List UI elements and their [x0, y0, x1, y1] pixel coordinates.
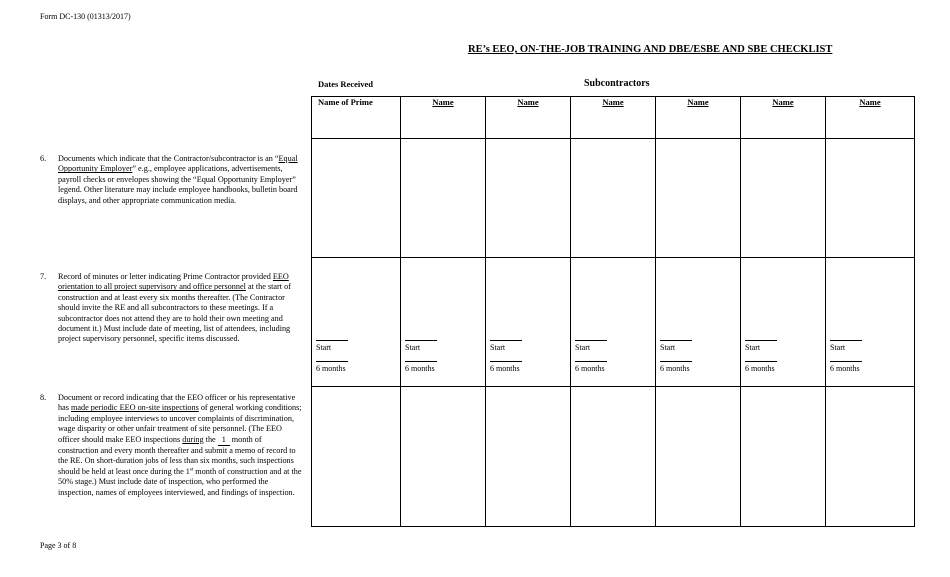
grid-divider: [400, 96, 401, 527]
start-date-field[interactable]: Start: [490, 340, 522, 352]
grid-divider: [655, 96, 656, 527]
six-month-date-field[interactable]: 6 months: [660, 361, 692, 373]
column-header-name: Name: [602, 97, 624, 107]
subcontractors-label: Subcontractors: [584, 78, 650, 89]
grid-divider: [740, 96, 741, 527]
column-header-prime: Name of Prime: [318, 97, 373, 107]
start-date-field[interactable]: Start: [316, 340, 348, 352]
column-header-name: Name: [432, 97, 454, 107]
start-date-field[interactable]: Start: [405, 340, 437, 352]
column-header-name: Name: [772, 97, 794, 107]
grid-divider: [570, 96, 571, 527]
start-date-field[interactable]: Start: [830, 340, 862, 352]
six-month-date-field[interactable]: 6 months: [575, 361, 607, 373]
dates-received-label: Dates Received: [318, 79, 373, 89]
item-number: 8.: [40, 393, 47, 402]
start-date-field[interactable]: Start: [660, 340, 692, 352]
item-text: Record of minutes or letter indicating Prime Contractor provided EEO orientation to all project supervisory and office personnel at the start of construction and at least every six months thereafter. (The Contractor should invite the RE and all subcontractors to these meetings. If a subcontractor does not attend they are to hold their own meeting and document it.) Must include date of meeting, list of attendees, including project supervisory personnel, specific items discussed.: [58, 272, 291, 344]
page-number: Page 3 of 8: [40, 541, 77, 550]
form-id: Form DC-130 (01313/2017): [40, 12, 131, 21]
six-month-date-field[interactable]: 6 months: [830, 361, 862, 373]
item-number: 7.: [40, 272, 47, 281]
month-blank[interactable]: 1: [218, 435, 230, 446]
six-month-date-field[interactable]: 6 months: [316, 361, 348, 373]
grid-divider: [485, 96, 486, 527]
six-month-date-field[interactable]: 6 months: [405, 361, 437, 373]
item-text: Document or record indicating that the EEO officer or his representative has made periodic EEO on-site inspections of general working conditions; including employee interviews to uncover complaints of discrimination, wage disparity or other unfair treatment of site personnel. (The EEO officer should make EEO inspections during the 1 month of construction and every month thereafter and submit a memo of record to the RE. On short-duration jobs of less than six months, such inspections should be held at least once during the 1st month of construction and at the 50% stage.) Must include date of inspection, who performed the inspection, names of employees interviewed, and findings of inspection.: [58, 393, 302, 497]
start-date-field[interactable]: Start: [575, 340, 607, 352]
grid-row-divider: [311, 386, 915, 387]
grid-row-divider: [311, 257, 915, 258]
six-month-date-field[interactable]: 6 months: [490, 361, 522, 373]
item-text: Documents which indicate that the Contractor/subcontractor is an “Equal Opportunity Employer” e.g., employee applications, advertisements, payroll checks or envelopes showing the “Equal Opportunity Employer” legend. Other literature may include employee handbooks, bulletin board displays, and other appropriate communication media.: [58, 154, 298, 205]
start-date-field[interactable]: Start: [745, 340, 777, 352]
page-title: RE’s EEO, ON-THE-JOB TRAINING AND DBE/ESBE AND SBE CHECKLIST: [468, 44, 833, 55]
grid-divider: [825, 96, 826, 527]
column-header-name: Name: [859, 97, 881, 107]
column-header-name: Name: [517, 97, 539, 107]
column-header-name: Name: [687, 97, 709, 107]
six-month-date-field[interactable]: 6 months: [745, 361, 777, 373]
item-number: 6.: [40, 154, 47, 163]
grid-row-divider: [311, 138, 915, 139]
